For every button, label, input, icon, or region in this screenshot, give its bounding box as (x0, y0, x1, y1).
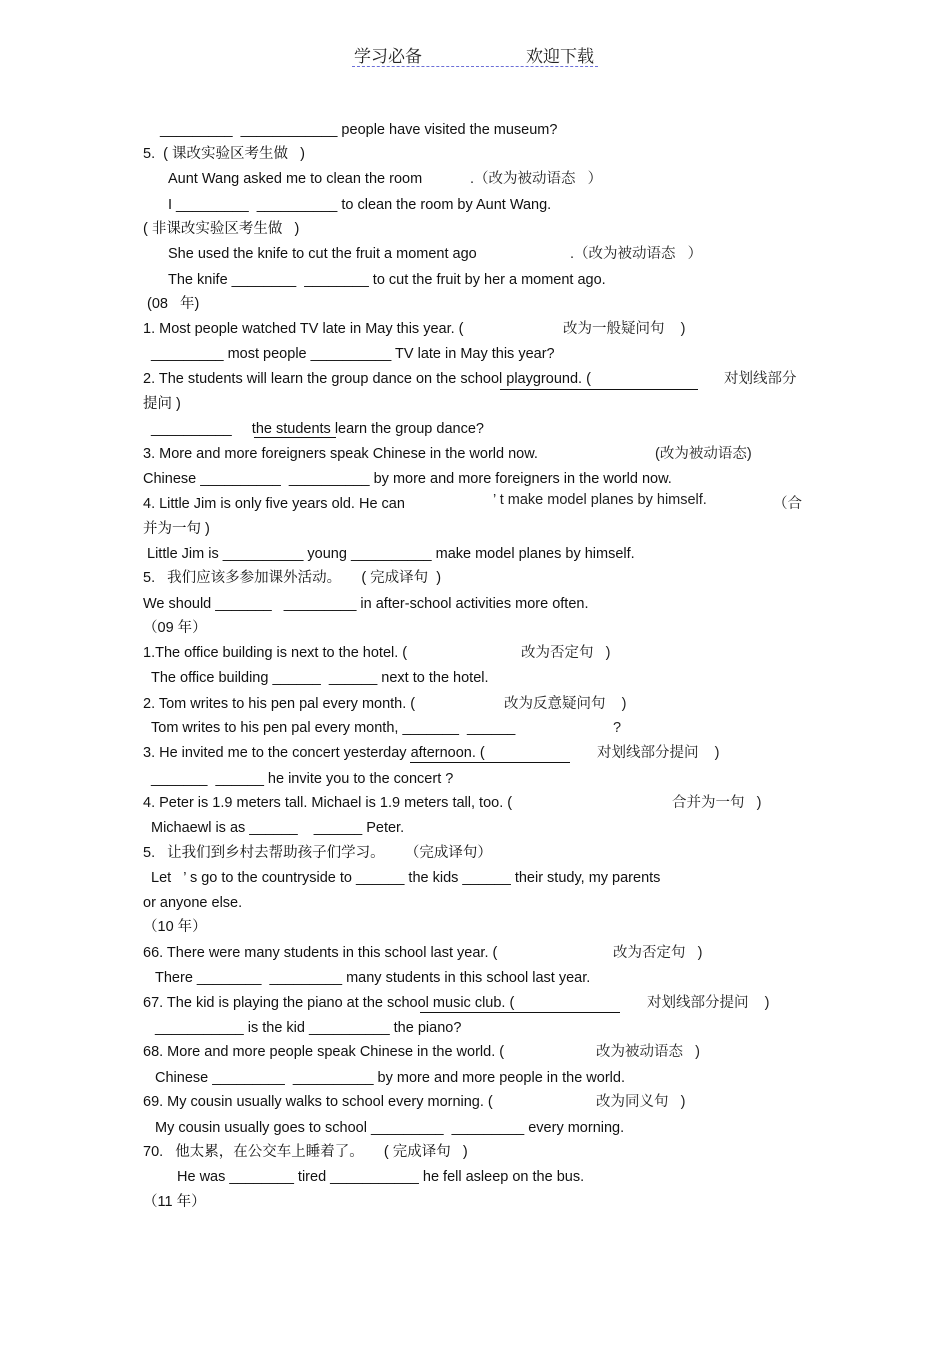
answer-line: __________ the students learn the group dance? (151, 421, 484, 437)
text-line: _________ ____________ people have visited the museum? (160, 122, 558, 138)
instruction-note: 改为否定句 ) (613, 945, 703, 961)
instruction-note: 合并为一句 ) (672, 795, 762, 811)
answer-line: We should _______ _________ in after-school activities more often. (143, 596, 589, 612)
header-right-text: 欢迎下载 (526, 47, 594, 66)
answer-line: _______ ______ he invite you to the concert ? (151, 771, 454, 787)
underline-mark (254, 437, 336, 438)
answer-line: ___________ is the kid __________ the piano? (155, 1020, 462, 1036)
year-heading: (08 年) (147, 296, 200, 312)
year-heading: （11 年） (143, 1194, 206, 1210)
question-sentence: 4. Peter is 1.9 meters tall. Michael is 1.9 meters tall, too. ( (143, 795, 513, 811)
answer-line: Chinese __________ __________ by more and more foreigners in the world now. (143, 471, 672, 487)
year-heading: （09 年） (143, 620, 207, 636)
instruction-note: .（改为被动语态 ） (570, 246, 703, 262)
question-sentence: 3. He invited me to the concert yesterday afternoon. ( (143, 745, 485, 761)
underline-mark (420, 1012, 620, 1013)
instruction-note: 改为反意疑问句 ) (504, 696, 627, 712)
instruction-note: 改为同义句 ) (596, 1094, 686, 1110)
instruction-note: （合 (773, 496, 802, 512)
question-sentence: 4. Little Jim is only five years old. He can (143, 496, 405, 512)
question-sentence: 1.The office building is next to the hotel. ( (143, 645, 408, 661)
answer-line: My cousin usually goes to school _________ _________ every morning. (155, 1120, 625, 1136)
question-sentence: She used the knife to cut the fruit a moment ago (168, 246, 477, 262)
header-left-text: 学习必备 (354, 47, 422, 66)
instruction-note: 对划线部分提问 ) (647, 995, 770, 1011)
question-sentence: 70. 他太累，在公交车上睡着了。 ( 完成译句 ) (143, 1144, 468, 1160)
answer-line: Tom writes to his pen pal every month, _______ ______ (151, 720, 516, 736)
answer-line-end: ? (613, 720, 622, 736)
answer-line: He was ________ tired ___________ he fell asleep on the bus. (177, 1169, 585, 1185)
answer-line: Let ’ s go to the countryside to ______ the kids ______ their study, my parents (151, 870, 661, 886)
answer-line: Little Jim is __________ young __________ make model planes by himself. (147, 546, 635, 562)
question-sentence: 1. Most people watched TV late in May this year. ( (143, 321, 464, 337)
question-sentence: 68. More and more people speak Chinese in the world. ( (143, 1044, 505, 1060)
answer-line: or anyone else. (143, 895, 243, 911)
question-sentence: 2. Tom writes to his pen pal every month. ( (143, 696, 416, 712)
question-sentence: Aunt Wang asked me to clean the room (168, 171, 423, 187)
page-header (352, 40, 598, 67)
instruction-note: (改为被动语态) (655, 446, 752, 462)
answer-line: The office building ______ ______ next to the hotel. (151, 670, 489, 686)
underline-mark (410, 762, 570, 763)
question-sentence: 5. 我们应该多参加课外活动。 ( 完成译句 ) (143, 570, 442, 586)
instruction-note: 改为否定句 ) (521, 645, 611, 661)
question-sentence: 69. My cousin usually walks to school every morning. ( (143, 1094, 493, 1110)
answer-line: I _________ __________ to clean the room by Aunt Wang. (168, 197, 552, 213)
answer-line: Michaewl is as ______ ______ Peter. (151, 820, 405, 836)
instruction-note: 对划线部分提问 ) (597, 745, 720, 761)
question-sentence: 3. More and more foreigners speak Chinese in the world now. (143, 446, 538, 462)
question-sentence: 67. The kid is playing the piano at the school music club. ( (143, 995, 515, 1011)
instruction-note: 改为一般疑问句 ) (563, 321, 686, 337)
instruction-note: 并为一句 ) (143, 521, 210, 537)
instruction-note: 对划线部分 (724, 371, 797, 387)
question-sentence: 5. 让我们到乡村去帮助孩子们学习。 （完成译句） (143, 845, 492, 861)
question-heading: ( 非课改实验区考生做 ) (143, 221, 300, 237)
instruction-note: .（改为被动语态 ） (470, 171, 603, 187)
year-heading: （10 年） (143, 919, 207, 935)
answer-line: _________ most people __________ TV late in May this year? (151, 346, 555, 362)
question-heading: 5. ( 课改实验区考生做 ) (143, 146, 305, 162)
answer-line: There ________ _________ many students in this school last year. (155, 970, 591, 986)
answer-line: Chinese _________ __________ by more and more people in the world. (155, 1070, 625, 1086)
instruction-note: 改为被动语态 ) (596, 1044, 700, 1060)
question-sentence: 66. There were many students in this school last year. ( (143, 945, 498, 961)
question-sentence: 2. The students will learn the group dance on the school playground. ( (143, 371, 591, 387)
underline-mark (500, 389, 698, 390)
instruction-note: 提问 ) (143, 396, 181, 412)
question-sentence-continued: ’ t make model planes by himself. (493, 492, 707, 508)
answer-line: The knife ________ ________ to cut the fruit by her a moment ago. (168, 272, 606, 288)
